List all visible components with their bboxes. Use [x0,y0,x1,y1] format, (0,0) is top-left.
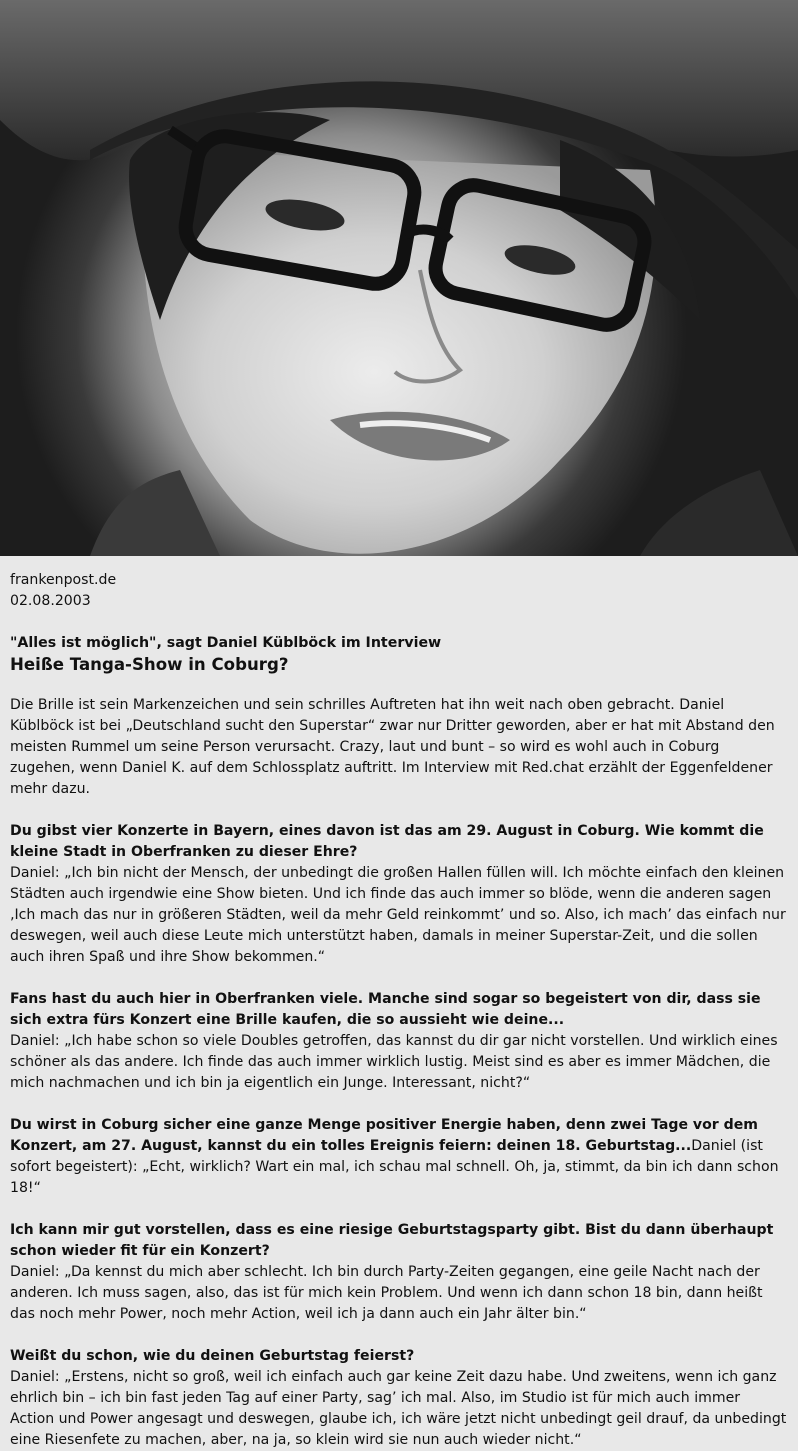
qa-block [10,1115,788,1199]
qa-block [10,1346,788,1451]
interview-answer: Daniel: „Ich bin nicht der Mensch, der unbedingt die großen Hallen füllen will. Ich möchte einfach den kleinen Städten auch irgendwie eine Show bieten. Und ich finde das auch immer so blöde, wenn die anderen sagen ‚Ich mach das nur in größeren Städten, weil da mehr Geld reinkommt’ und so. Also, ich mach’ das einfach nur deswegen, weil auch diese Leute mich unterstützt haben, damals in meiner Superstar-Zeit, und die sollen auch ihren Spaß und ihre Show bekommen.“ [10,865,786,965]
article-headline: Heiße Tanga-Show in Coburg? [10,655,289,674]
interview-answer: Daniel: „Da kennst du mich aber schlecht. Ich bin durch Party-Zeiten gegangen, eine geile Nacht nach der anderen. Ich muss sagen, also, das ist für mich kein Problem. Und wenn ich dann schon 18 bin, dann heißt das noch mehr Power, noch mehr Action, weil ich ja dann auch ein Jahr älter bin.“ [10,1264,763,1322]
qa-block [10,989,788,1094]
qa-block [10,821,788,968]
interview-question: Ich kann mir gut vorstellen, dass es eine riesige Geburtstagsparty gibt. Bist du dann überhaupt schon wieder fit für ein Konzert? [10,1222,774,1259]
article [0,556,798,1451]
article-kicker: "Alles ist möglich", sagt Daniel Küblböck im Interview [10,635,442,651]
interview-question: Du gibst vier Konzerte in Bayern, eines davon ist das am 29. August in Coburg. Wie kommt die kleine Stadt in Oberfranken zu dieser Ehre? [10,823,764,860]
source-label: frankenpost.de [10,572,117,588]
interview-answer: Daniel: „Erstens, nicht so groß, weil ich einfach auch gar keine Zeit dazu habe. Und zweitens, wenn ich ganz ehrlich bin – ich bin fast jeden Tag auf einer Party, sag’ ich mal. Also, im Studio ist für mich auch immer Action und Power angesagt und deswegen, glaube ich, ich wäre jetzt nicht unbedingt geil drauf, da unbedingt eine Riesenfete zu machen, aber, na ja, so klein wird sie nun auch wieder nicht.“ [10,1369,787,1448]
interview-answer: Daniel: „Ich habe schon so viele Doubles getroffen, das kannst du dir gar nicht vorstellen. Und wirklich eines schöner als das andere. Ich finde das auch immer wirklich lustig. Meist sind es aber es immer Mädchen, die mich nachmachen und ich bin ja eigentlich ein Junge. Interessant, nicht?“ [10,1033,778,1091]
interview-answer: Daniel (ist sofort begeistert): „Echt, wirklich? Wart ein mal, ich schau mal schnell. Oh, ja, stimmt, da bin ich dann schon 18!“ [10,1138,779,1196]
interview-question: Du wirst in Coburg sicher eine ganze Menge positiver Energie haben, denn zwei Tage vor dem Konzert, am 27. August, kannst du ein tolles Ereignis feiern: deinen 18. Geburtstag... [10,1117,758,1154]
interview-question: Fans hast du auch hier in Oberfranken viele. Manche sind sogar so begeistert von dir, dass sie sich extra fürs Konzert eine Brille kaufen, die so aussieht wie deine... [10,991,761,1028]
interview-qa-inline [10,1115,788,1199]
date-label: 02.08.2003 [10,593,91,609]
portrait-illustration [0,0,798,556]
portrait-photo [0,0,798,556]
article-intro: Die Brille ist sein Markenzeichen und sein schrilles Auftreten hat ihn weit nach oben gebracht. Daniel Küblböck ist bei „Deutschland sucht den Superstar“ zwar nur Dritter geworden, aber er hat mit Abstand den meisten Rummel um seine Person verursacht. Crazy, laut und bunt – so wird es wohl auch in Coburg zugehen, wenn Daniel K. auf dem Schlossplatz auftritt. Im Interview mit Red.chat erzählt der Eggenfeldener mehr dazu. [10,697,775,797]
interview-question: Weißt du schon, wie du deinen Geburtstag feierst? [10,1348,415,1364]
qa-block [10,1220,788,1325]
